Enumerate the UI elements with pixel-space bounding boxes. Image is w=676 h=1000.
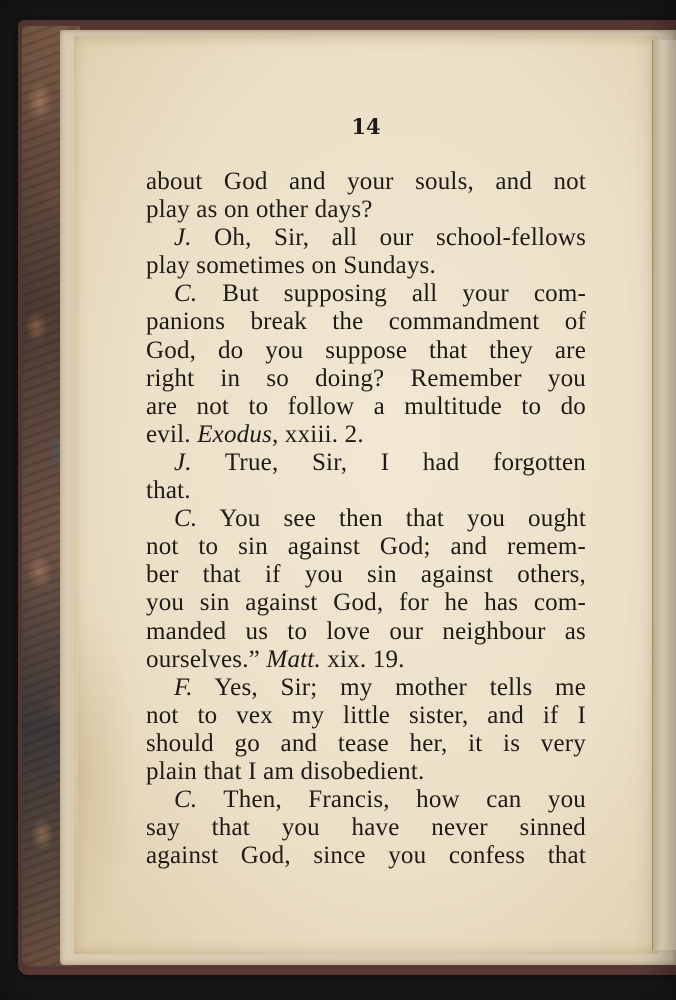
line-text: against God, since you confess that <box>146 842 586 870</box>
page-number: 14 <box>351 114 381 139</box>
line-text: not to sin against God; and remem- <box>146 533 586 561</box>
line-text: you sin against God, for he has com- <box>146 589 586 617</box>
text-line <box>146 842 586 870</box>
text-line <box>146 168 586 196</box>
text-line <box>146 477 586 505</box>
line-text: should go and tease her, it is very <box>146 729 586 757</box>
line-text: not to vex my little sister, and if I <box>146 701 586 729</box>
text-line <box>146 505 586 533</box>
speaker-initial: C. <box>174 786 198 814</box>
line-text: God, do you suppose that they are <box>146 336 586 364</box>
scripture-reference: Exodus, <box>197 420 279 448</box>
line-text: ourselves.” <box>146 645 267 673</box>
text-line <box>146 196 586 224</box>
text-line <box>146 308 586 336</box>
next-page-edge <box>652 40 676 950</box>
text-line <box>146 280 586 308</box>
line-text: True, Sir, I had forgotten <box>191 448 586 476</box>
text-line <box>146 337 586 365</box>
line-text: are not to follow a multitude to do <box>146 392 586 420</box>
line-text: that. <box>146 477 191 505</box>
text-lines <box>146 168 586 870</box>
line-text: plain that I am disobedient. <box>146 757 425 785</box>
text-line <box>146 730 586 758</box>
line-text: about God and your souls, and not <box>146 168 586 195</box>
line-text: ber that if you sin against others, <box>146 561 586 589</box>
line-text: right in so doing? Remember you <box>146 364 586 392</box>
speaker-initial: J. <box>174 224 192 252</box>
text-line <box>146 674 586 702</box>
line-text: play sometimes on Sundays. <box>146 252 436 280</box>
text-line <box>146 533 586 561</box>
page-text-block <box>146 0 586 1000</box>
text-line <box>146 224 586 252</box>
text-line <box>146 561 586 589</box>
line-text: But supposing all your com- <box>197 280 586 308</box>
text-line <box>146 589 586 617</box>
speaker-initial: F. <box>174 673 193 701</box>
text-line <box>146 393 586 421</box>
text-line <box>146 618 586 646</box>
line-text: say that you have never sinned <box>146 814 586 842</box>
text-line <box>146 814 586 842</box>
line-text: Then, Francis, how can you <box>197 786 586 814</box>
text-line <box>146 421 586 449</box>
page-stain <box>78 600 138 940</box>
line-text: panions break the commandment of <box>146 308 586 336</box>
line-text: Oh, Sir, all our school-fellows <box>191 224 586 252</box>
line-text: evil. <box>146 420 198 448</box>
speaker-initial: C. <box>174 280 198 308</box>
line-text-tail: xxiii. 2. <box>278 420 364 448</box>
text-line <box>146 365 586 393</box>
text-line <box>146 702 586 730</box>
line-text: You see then that you ought <box>197 505 586 533</box>
line-text: play as on other days? <box>146 196 373 224</box>
text-line <box>146 252 586 280</box>
line-text: manded us to love our neighbour as <box>146 617 586 645</box>
text-line <box>146 786 586 814</box>
line-text-tail: xix. 19. <box>320 645 405 673</box>
speaker-initial: J. <box>174 448 192 476</box>
line-text: Yes, Sir; my mother tells me <box>192 673 586 701</box>
text-line <box>146 646 586 674</box>
speaker-initial: C. <box>174 505 198 533</box>
text-line <box>146 449 586 477</box>
scripture-reference: Matt. <box>266 645 321 673</box>
text-line <box>146 758 586 786</box>
